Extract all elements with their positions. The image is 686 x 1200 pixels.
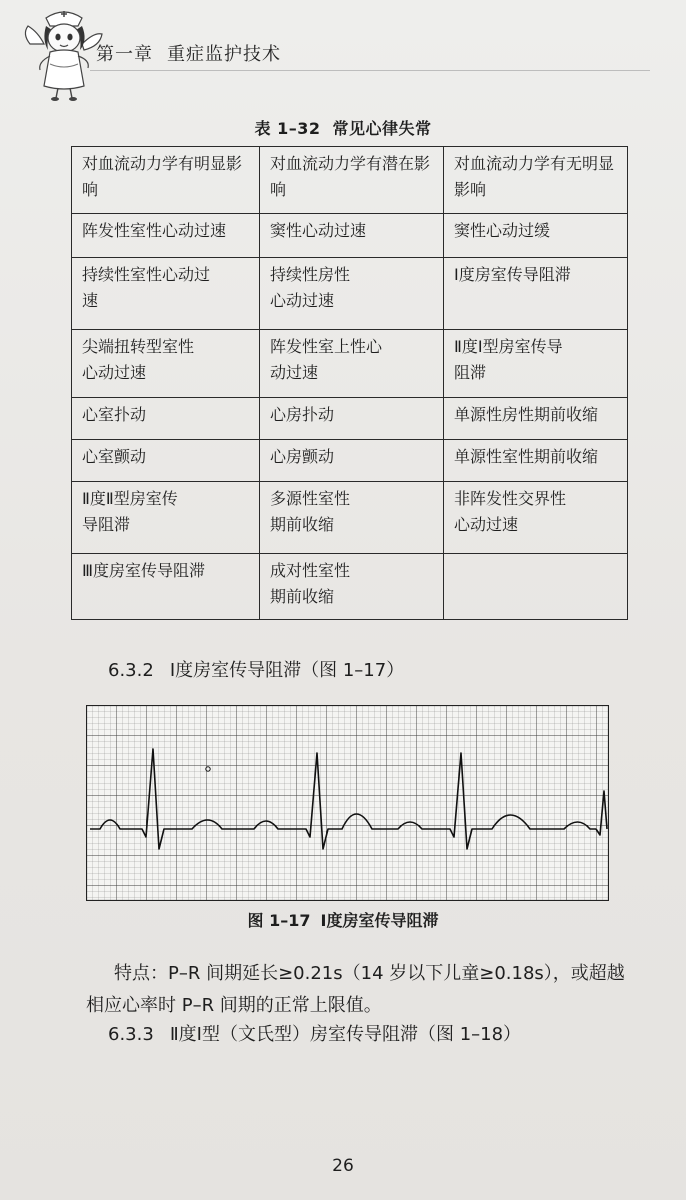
table-number: 表 1–32	[254, 119, 321, 138]
table-row	[72, 258, 628, 330]
feature-paragraph: 特点：P–R 间期延长≥0.21s（14 岁以下儿童≥0.18s），或超越相应心率时 P–R 间期的正常上限值。	[86, 963, 625, 1016]
table-row	[72, 482, 628, 554]
section-number: 6.3.2	[108, 660, 154, 681]
table-cell: Ⅰ度房室传导阻滞	[444, 258, 628, 330]
table-cell: 心房颤动	[260, 440, 444, 482]
figure-caption	[0, 908, 686, 931]
cell-text: Ⅱ度Ⅰ型房室传导阻滞	[454, 337, 563, 382]
ecg-strip-figure	[86, 705, 609, 901]
cell-text: 成对性室性期前收缩	[270, 561, 351, 606]
table-cell	[260, 258, 444, 330]
table-cell: 心室颤动	[72, 440, 260, 482]
ecg-grid	[86, 705, 609, 901]
table-caption	[0, 116, 686, 139]
table-cell	[444, 554, 628, 620]
chapter-header	[96, 40, 281, 66]
arrhythmia-table	[71, 146, 628, 620]
header-divider	[90, 70, 650, 71]
cell-text: 尖端扭转型室性心动过速	[82, 337, 195, 382]
table-cell	[72, 482, 260, 554]
table-cell: 单源性室性期前收缩	[444, 440, 628, 482]
chapter-number: 第一章	[96, 44, 153, 65]
cell-text: 非阵发性交界性心动过速	[454, 489, 567, 534]
table-cell	[444, 482, 628, 554]
cell-text: 阵发性室上性心动过速	[270, 337, 383, 382]
table-cell: 阵发性室性心动过速	[72, 214, 260, 258]
cell-text: 持续性房性心动过速	[270, 265, 351, 310]
section-number: 6.3.3	[108, 1024, 154, 1045]
table-cell	[260, 554, 444, 620]
cell-text: 持续性室性心动过速	[82, 265, 211, 310]
table-cell: 窦性心动过缓	[444, 214, 628, 258]
table-title: 常见心律失常	[332, 119, 432, 138]
table-row	[72, 554, 628, 620]
table-cell	[260, 330, 444, 398]
table-row	[72, 330, 628, 398]
table-row	[72, 440, 628, 482]
figure-number: 图 1–17	[247, 911, 311, 930]
table-header-row	[72, 147, 628, 214]
table-cell	[260, 482, 444, 554]
page-number: 26	[332, 1156, 354, 1176]
cell-text: Ⅱ度Ⅱ型房室传导阻滞	[82, 489, 178, 534]
table-cell: 窦性心动过速	[260, 214, 444, 258]
figure-title: Ⅰ度房室传导阻滞	[320, 911, 439, 930]
table-row	[72, 398, 628, 440]
table-header-cell: 对血流动力学有明显影响	[72, 147, 260, 214]
table-cell	[444, 330, 628, 398]
table-cell: Ⅲ度房室传导阻滞	[72, 554, 260, 620]
chapter-title: 重症监护技术	[167, 44, 281, 65]
table-cell	[72, 258, 260, 330]
table-row	[72, 214, 628, 258]
cell-text: 多源性室性期前收缩	[270, 489, 351, 534]
section-heading-632	[108, 656, 404, 682]
table-header-cell: 对血流动力学有无明显影响	[444, 147, 628, 214]
table-cell	[72, 330, 260, 398]
section-title: Ⅰ度房室传导阻滞（图 1–17）	[169, 660, 405, 681]
section-title: Ⅱ度Ⅰ型（文氏型）房室传导阻滞（图 1–18）	[169, 1024, 522, 1045]
table-cell: 单源性房性期前收缩	[444, 398, 628, 440]
table-header-cell: 对血流动力学有潜在影响	[260, 147, 444, 214]
table-cell: 心房扑动	[260, 398, 444, 440]
table-cell: 心室扑动	[72, 398, 260, 440]
section-heading-633	[108, 1020, 521, 1046]
